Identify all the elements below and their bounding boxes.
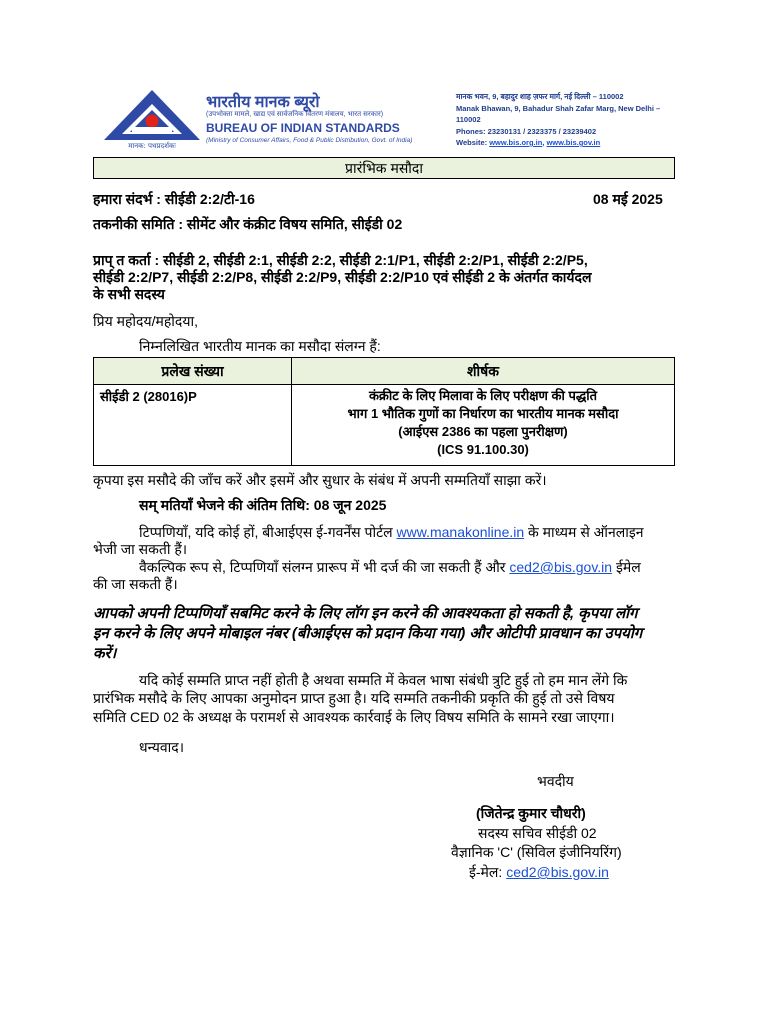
doc-title-line-4: (ICS 91.100.30)	[437, 442, 529, 457]
doc-title-line-1: कंक्रीट के लिए मिलावा के लिए परीक्षण की पद्धति	[368, 388, 598, 403]
intro-text: निम्नलिखित भारतीय मानक का मसौदा संलग्न हैं:	[139, 338, 381, 354]
last-date: सम् मतियाँ भेजने की अंतिम तिथि: 08 जून 2025	[139, 497, 387, 513]
technical-committee: तकनीकी समिति : सीमेंट और कंक्रीट विषय समिति, सीईडी 02	[93, 216, 403, 232]
reference-number: हमारा संदर्भ : सीईडी 2:2/टी-16	[93, 191, 255, 207]
manakonline-link[interactable]: www.manakonline.in	[396, 524, 525, 540]
login-notice-line-3: करें।	[93, 645, 117, 662]
contact-block	[456, 91, 676, 149]
doc-title-line-2: भाग 1 भौतिक गुणों का निर्धारण का भारतीय मानक मसौदा	[347, 406, 619, 421]
recipients-line-1: प्राप् त कर्ता : सीईडी 2, सीईडी 2:1, सीईडी 2:2, सीईडी 2:1/P1, सीईडी 2:2/P1, सीईडी 2:2/P5,	[93, 252, 588, 268]
logo-motto: मानक: पथप्रदर्शकः	[128, 142, 176, 150]
website-line	[456, 137, 676, 149]
address-hindi: मानक भवन, 9, बहादुर शाह ज़फर मार्ग, नई दिल्ली – 110002	[456, 92, 624, 101]
signatory-post: वैज्ञानिक 'C' (सिविल इंजीनियरिंग)	[451, 844, 622, 860]
website-separator: ,	[542, 138, 545, 147]
comment-email-link[interactable]: ced2@bis.gov.in	[509, 559, 613, 575]
table-row	[94, 385, 675, 466]
portal-text-after: के माध्यम से ऑनलाइन	[524, 524, 644, 540]
doc-title-cell	[292, 385, 675, 466]
signatory-name: (जितेन्द्र कुमार चौधरी)	[476, 805, 586, 821]
doc-number-cell: सीईडी 2 (28016)P	[94, 385, 292, 466]
draft-banner: प्रारंभिक मसौदा	[93, 157, 675, 179]
login-notice-line-1: आपको अपनी टिप्पणियाँ सबमिट करने के लिए लॉग इन करने की आवश्यकता हो सकती है, कृपया लॉग	[93, 605, 638, 622]
bis-logo	[100, 88, 204, 152]
phone-numbers: Phones: 23230131 / 2323375 / 23239402	[456, 126, 597, 136]
document-date: 08 मई 2025	[593, 191, 663, 207]
table-header-doc-no: प्रलेख संख्या	[94, 358, 292, 385]
closing-text: भवदीय	[537, 773, 574, 789]
doc-title-line-3: (आईएस 2386 का पहला पुनरीक्षण)	[398, 424, 568, 439]
signatory-email-link[interactable]: ced2@bis.gov.in	[506, 864, 609, 880]
recipients-line-2: सीईडी 2:2/P7, सीईडी 2:2/P8, सीईडी 2:2/P9, सीईडी 2:2/P10 एवं सीईडी 2 के अंतर्गत कार्यदल	[93, 269, 592, 285]
login-notice-line-2: इन करने के लिए अपने मोबाइल नंबर (बीआईएस को प्रदान किया गया) और ओटीपी प्रावधान का उपयोग	[93, 625, 643, 642]
signatory-email-label: ई-मेल:	[469, 864, 507, 880]
address-english: Manak Bhawan, 9, Bahadur Shah Zafar Marg, New Delhi – 110002	[456, 103, 661, 124]
email-line-2: की जा सकती हैं।	[93, 576, 178, 592]
login-notice	[93, 604, 683, 664]
portal-text-before: टिप्पणियाँ, यदि कोई हों, बीआईएस ई-गवर्नेंस पोर्टल	[139, 524, 397, 540]
org-ministry-hindi: (उपभोक्ता मामले, खाद्य एवं सार्वजनिक वितरण मंत्रालय, भारत सरकार)	[206, 111, 384, 118]
email-text-before: वैकल्पिक रूप से, टिप्पणियाँ संलग्न प्रारूप में भी दर्ज की जा सकती हैं और	[139, 559, 510, 575]
signatory-email-line	[469, 864, 609, 881]
org-ministry-english: (Ministry of Consumer Affairs, Food & Public Distribution, Govt. of India)	[206, 137, 413, 144]
approval-line-2: प्रारंभिक मसौदे के लिए आपका अनुमोदन प्राप्त हुआ है। यदि सम्मति तकनीकी प्रकृति की हुई तो उसे विषय	[93, 690, 615, 706]
org-name-hindi: भारतीय मानक ब्यूरो	[206, 94, 320, 111]
approval-line-3: समिति CED 02 के अध्यक्ष के परामर्श से आवश्यक कार्रवाई के लिए विषय समिति के सामने रखा जाएगा।	[93, 709, 615, 725]
website-label: Website:	[456, 138, 488, 147]
approval-line-1: यदि कोई सम्मति प्राप्त नहीं होती है अथवा सम्मति में केवल भाषा संबंधी त्रुटि हुई तो हम मान लेंगे कि	[139, 672, 628, 688]
portal-line-1	[139, 524, 684, 541]
email-text-after: ईमेल	[612, 559, 641, 575]
recipients-line-3: के सभी सदस्य	[93, 286, 165, 302]
table-header-title: शीर्षक	[292, 358, 675, 385]
org-name-english: BUREAU OF INDIAN STANDARDS	[206, 121, 400, 135]
website-link-gov[interactable]: www.bis.gov.in	[546, 138, 601, 147]
email-line-1	[139, 559, 684, 576]
portal-line-2: भेजी जा सकती हैं।	[93, 541, 188, 557]
draft-table	[93, 357, 675, 466]
website-link-org[interactable]: www.bis.org.in	[489, 138, 543, 147]
request-text: कृपया इस मसौदे की जाँच करें और इसमें और सुधार के संबंध में अपनी सम्मतियाँ साझा करें।	[93, 472, 547, 488]
thanks-text: धन्यवाद।	[139, 739, 185, 755]
salutation: प्रिय महोदय/महोदया,	[93, 313, 198, 329]
signatory-designation: सदस्य सचिव सीईडी 02	[478, 825, 597, 841]
